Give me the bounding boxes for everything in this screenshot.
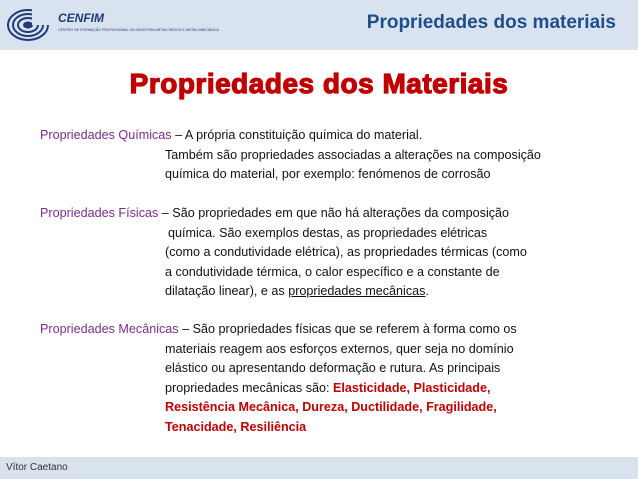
fisicas-line-last (40, 282, 527, 302)
fisicas-line: química. São exemplos destas, as propriedades elétricas (168, 225, 488, 240)
quimicas-line: Também são propriedades associadas a alterações na composição (165, 147, 541, 162)
logo-tagline: CENTRO DE FORMAÇÃO PROFISSIONAL DA INDÚSTRIA METALÚRGICA E METALOMECÂNICA (58, 28, 219, 32)
section-fisicas (40, 204, 527, 302)
propriedades-mecanicas-link[interactable]: propriedades mecânicas (288, 284, 426, 298)
mecanicas-line3-pre: propriedades mecânicas são: (165, 380, 334, 395)
fisicas-first-line (40, 204, 527, 224)
quimicas-first-text: – A própria constituição química do material. (171, 128, 423, 142)
slide-title: Propriedades dos Materiais (129, 68, 509, 99)
fisicas-line4-post: . (425, 284, 429, 298)
section-mecanicas (40, 320, 517, 437)
quimicas-line: química do material, por exemplo: fenómenos de corrosão (165, 167, 491, 181)
term-mecanicas: Propriedades Mecânicas (40, 322, 179, 336)
cenfim-logo (6, 6, 226, 44)
header-band (0, 0, 638, 50)
quimicas-first-line (40, 126, 541, 146)
mecanicas-highlight: Resistência Mecânica, Dureza, Ductilidade, Fragilidade, (165, 400, 497, 414)
footer-author: Vítor Caetano (6, 462, 68, 473)
term-quimicas: Propriedades Químicas (40, 128, 172, 142)
mecanicas-first-text: – São propriedades físicas que se referem à forma como os (178, 322, 517, 336)
fisicas-line: (como a condutividade elétrica), as propriedades térmicas (como (165, 245, 527, 259)
mecanicas-highlight: Elasticidade, Plasticidade, (333, 380, 491, 395)
fisicas-line: a condutividade térmica, o calor específico e a constante de (165, 264, 500, 279)
header-title: Propriedades dos materiais (366, 12, 616, 33)
mecanicas-line: materiais reagem aos esforços externos, quer seja no domínio (165, 341, 514, 356)
term-fisicas: Propriedades Físicas (40, 206, 159, 220)
section-quimicas (40, 126, 541, 185)
mecanicas-highlight: Tenacidade, Resiliência (165, 419, 307, 434)
logo-swirl-icon (6, 6, 54, 44)
fisicas-first-text: – São propriedades em que não há alterações da composição (158, 206, 510, 220)
footer-band (0, 457, 638, 479)
mecanicas-line: elástico ou apresentando deformação e rutura. As principais (165, 361, 501, 375)
fisicas-line4-pre: dilatação linear), e as (165, 284, 289, 298)
mecanicas-line (40, 379, 517, 399)
mecanicas-first-line (40, 320, 517, 340)
logo-name: CENFIM (58, 11, 104, 25)
